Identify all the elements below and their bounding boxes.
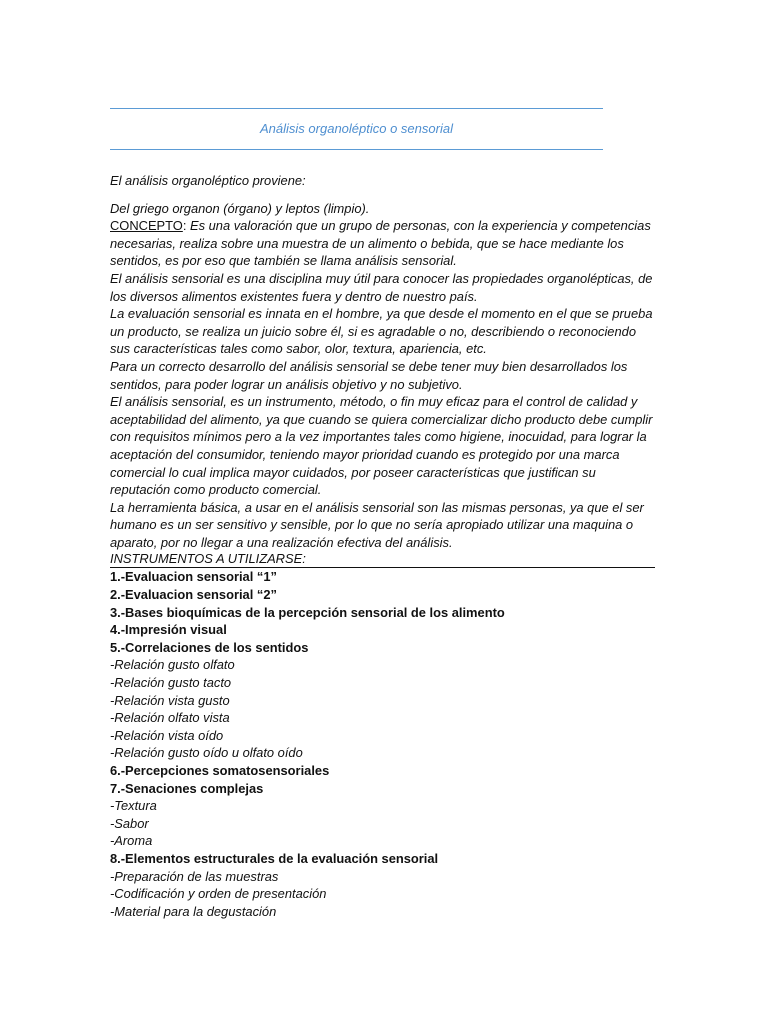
list-item: -Textura <box>110 798 157 814</box>
list-item: -Relación vista oído <box>110 727 224 743</box>
paragraph-gap <box>110 190 658 200</box>
concept-text: Es una valoración que un grupo de personas, con la experiencia y competencias necesarias, realiza sobre una muestra de un alimento o bebida, que se hace mediante los sentidos, es por eso que también se llama análisis sensorial. <box>110 218 651 269</box>
paragraph: La evaluación sensorial es innata en el hombre, ya que desde el momento en el que se prueba un producto, se realiza un juicio sobre él, si es agradable o no, describiendo o reconociendo sus características tales como sabor, olor, textura, apariencia, etc. <box>110 306 653 357</box>
concept-paragraph <box>110 217 658 270</box>
list-item: -Material para la degustación <box>110 903 277 919</box>
list-item: -Relación gusto oído u olfato oído <box>110 745 303 761</box>
paragraph: Para un correcto desarrollo del análisis sensorial se debe tener muy bien desarrollados los sentidos, para poder lograr un análisis objetivo y no subjetivo. <box>110 358 628 392</box>
list-item: -Relación vista gusto <box>110 692 230 708</box>
list-item: -Sabor <box>110 815 149 831</box>
list-item: -Relación olfato vista <box>110 710 230 726</box>
paragraph: El análisis sensorial, es un instrumento, método, o fin muy eficaz para el control de calidad y aceptabilidad del alimento, ya que cuando se quiera comercializar dicho producto debe cumplir con requisitos mínimos pero a la vez importantes tales como higiene, inocuidad, para lograr la aceptación del consumidor, teniendo mayor prioridad cuando es protegido por una marca comercial lo cual implica mayor cuidados, por poseer características que justifican su reputación como producto comercial. <box>110 394 653 498</box>
concept-label: CONCEPTO <box>110 218 183 234</box>
list-item: 8.-Elementos estructurales de la evaluación sensorial <box>110 850 439 866</box>
list-item: -Relación gusto olfato <box>110 657 235 673</box>
paragraph: El análisis sensorial es una disciplina muy útil para conocer las propiedades organolépticas, de los diversos alimentos existentes fuera y dentro de nuestro país. <box>110 270 653 304</box>
instruments-list <box>110 568 658 920</box>
list-item: 6.-Percepciones somatosensoriales <box>110 763 330 778</box>
origin-line: Del griego organon (órgano) y leptos (limpio). <box>110 200 370 216</box>
title-bottom-rule <box>110 149 603 150</box>
list-item: 1.-Evaluacion sensorial “1” <box>110 569 277 585</box>
title-top-rule <box>110 108 603 109</box>
list-item: -Codificación y orden de presentación <box>110 886 327 902</box>
list-item: -Aroma <box>110 833 153 849</box>
list-item: -Preparación de las muestras <box>110 868 279 884</box>
list-item: 3.-Bases bioquímicas de la percepción sensorial de los alimento <box>110 604 505 620</box>
list-item: -Relación gusto tacto <box>110 675 232 691</box>
list-item: 5.-Correlaciones de los sentidos <box>110 639 309 655</box>
list-item: 7.-Senaciones complejas <box>110 780 264 796</box>
concept-separator: : <box>182 218 187 234</box>
list-item: 2.-Evaluacion sensorial “2” <box>110 587 277 603</box>
paragraph: La herramienta básica, a usar en el análisis sensorial son las mismas personas, ya que el ser humano es un ser sensitivo y sensible, por lo que no sería apropiado utilizar una maquina o aparato, por no llegar a una realización efectiva del análisis. <box>110 499 644 550</box>
document-title: Análisis organoléptico o sensorial <box>260 121 453 136</box>
instruments-heading: INSTRUMENTOS A UTILIZARSE: <box>110 551 655 568</box>
intro-line: El análisis organoléptico proviene: <box>110 173 306 188</box>
list-item: 4.-Impresión visual <box>110 622 227 638</box>
document-body <box>110 172 658 920</box>
